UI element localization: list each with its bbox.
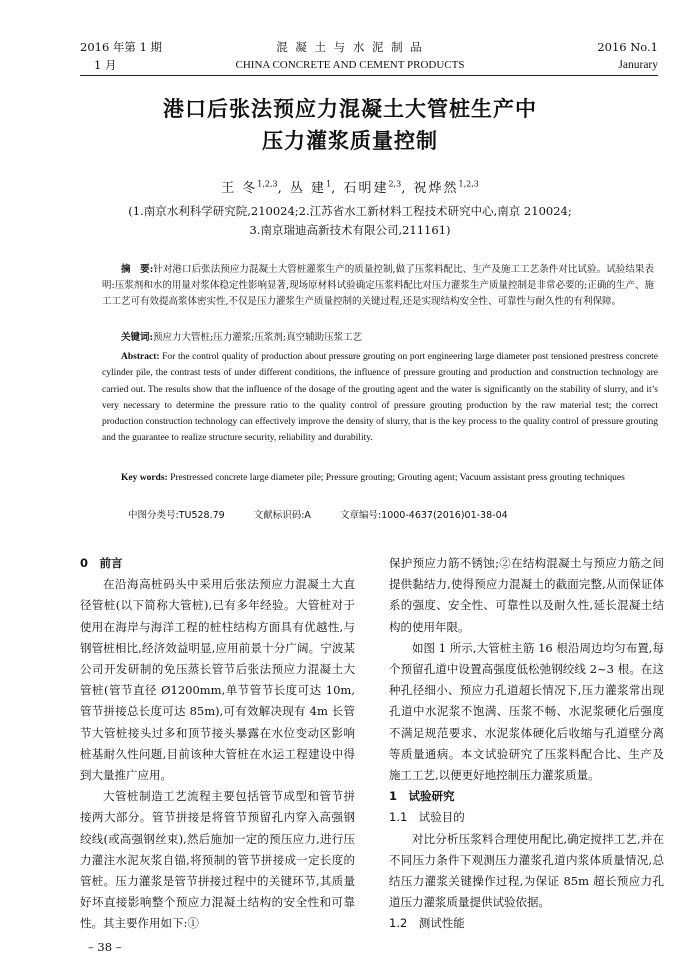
classification-line — [128, 509, 648, 523]
paragraph: 保护预应力筋不锈蚀;②在结构混凝土与预应力筋之间提供黏结力,使得预应力混凝土的截面完整,从而保证体系的强度、安全性、可靠性以及耐久性,延长混凝土结构的使用年限。 — [389, 556, 664, 634]
abstract-cn-text: 针对港口后张法预应力混凝土大管桩灌浆生产的质量控制,做了压浆料配比、生产及施工工艺条件对比试验。试验结果表明:压浆剂和水的用量对浆体稳定性影响显著,现场原材料试验确定压浆料配比对压力灌浆生产质量控制是非常必要的;正确的生产、施工工艺可有效提高浆体密实性,不仅是压力灌浆生产质量控制的关键过程,还是实现结构安全性、可靠性与耐久性的有利保障。 — [102, 264, 654, 308]
abstract-en-text: For the control quality of production about pressure grouting on port engineering large diameter post tensioned prestress concrete cylinder pile, the contrast tests of under different conditions, the influence of pressure grouting and production and construction technology are carried out. The results show that the influence of the dosage of the grouting agent and the water is significantly on the stability of slurry, and it’s very necessary to determine the pressure ratio to the quality control of pressure grouting production by the raw material test; the correct production construction technology can effectively improve the density of slurry, that is the key process to the quality control of pressure grouting and the guarantee to realize structure security, reliability and durability. — [102, 352, 659, 444]
header-issue-year: 2016 年第 1 期 — [80, 40, 163, 54]
keywords-cn-label: 关键词: — [121, 332, 154, 343]
abstract-cn-label: 摘 要: — [121, 264, 154, 275]
body-right-column — [389, 553, 664, 935]
journal-name-en: CHINA CONCRETE AND CEMENT PRODUCTS — [235, 59, 465, 71]
affiliation-line1: (1.南京水利科学研究院,210024;2.江苏省水工新材料工程技术研究中心,南京 210024; — [128, 204, 572, 218]
section-1-1-title: 1.1 试验目的 — [389, 810, 465, 825]
author-affil: 1,2,3 — [257, 179, 278, 189]
author-sep: , — [277, 181, 284, 196]
author-sep: , — [401, 181, 408, 196]
header-month-en: Janurary — [618, 59, 658, 71]
article-number: 文章编号:1000-4637(2016)01-38-04 — [339, 510, 508, 521]
paragraph: 在沿海高桩码头中采用后张法预应力混凝土大直径管桩(以下简称大管桩),已有多年经验。大管桩对于使用在海岸与海洋工程的桩柱结构方面具有优越性,与钢管桩相比,经济效益明显,应用前景十分广阔。宁波某公司开发研制的免压蒸长管节后张法预应力混凝土大管桩(管节直径 Ø1200mm,单节管节长度可达 10m,管节拼接总长度可达 85m),可有效解决现有 4m 长管节大管桩接头过多和顶节接头暴露在水位变动区影响桩基耐久性问题,目前该种大管桩在水运工程建设中得到大量推广应用。 — [80, 577, 355, 783]
journal-name-cn: 混 凝 土 与 水 泥 制 品 — [276, 40, 424, 54]
abstract-cn — [102, 262, 654, 311]
author-affil: 1,2,3 — [458, 179, 479, 189]
affiliation-line2: 3.南京瑞迪高新技术有限公司,211161) — [249, 223, 451, 237]
author-list — [0, 177, 700, 196]
author-affil: 2,3 — [388, 179, 402, 189]
body-left-column — [80, 553, 355, 935]
header-rule — [80, 75, 658, 76]
paper-title-line2: 压力灌浆质量控制 — [262, 129, 438, 153]
header-issue-month: 1 月 — [94, 58, 117, 72]
section-1-title: 1 试验研究 — [389, 789, 455, 804]
author-name: 丛 建 — [289, 181, 327, 196]
author-name: 王 冬 — [221, 181, 258, 196]
paper-title-line1: 港口后张法预应力混凝土大管桩生产中 — [163, 97, 537, 121]
paragraph: 对比分析压浆料合理使用配比,确定搅拌工艺,并在不同压力条件下观测压力灌浆孔道内浆体质量情况,总结压力灌浆关键操作过程,为保证 85m 超长预应力孔道压力灌浆质量提供试验依据。 — [389, 831, 664, 910]
keywords-en-label: Key words: — [121, 473, 168, 483]
header-no: 2016 No.1 — [597, 40, 658, 54]
document-code: 文献标识码:A — [253, 510, 311, 521]
clc-number: 中图分类号:TU528.79 — [128, 510, 225, 521]
author-affil: 1 — [326, 179, 332, 189]
paragraph: 大管桩制造工艺流程主要包括管节成型和管节拼接两大部分。管节拼接是将管节预留孔内穿入高强钢绞线(或高强钢丝束),然后施加一定的预压应力,进行压力灌注水泥灰浆自锚,将预制的管节拼接成一定长度的管桩。压力灌浆是管节拼接过程中的关键环节,其质量好坏直接影响整个预应力混凝土结构的安全性和可靠性。其主要作用如下:① — [80, 789, 355, 931]
keywords-en-text: Prestressed concrete large diameter pile; Pressure grouting; Grouting agent; Vacuum assistant press grouting techniques — [170, 473, 625, 483]
keywords-cn-text: 预应力大管桩;压力灌浆;压浆剂;真空辅助压浆工艺 — [153, 332, 363, 343]
author-name: 石明建 — [343, 181, 389, 196]
section-0-title: 0 前言 — [80, 556, 123, 570]
page-number: – 38 – — [88, 940, 122, 954]
keywords-cn — [102, 330, 654, 346]
section-1-2-title: 1.2 测试性能 — [389, 916, 465, 931]
author-name: 祝烨然 — [413, 181, 459, 196]
keywords-en — [102, 470, 658, 486]
paragraph: 如图 1 所示,大管桩主筋 16 根沿周边均匀布置,每个预留孔道中设置高强度低松弛钢绞线 2~3 根。在这种孔径细小、预应力孔道超长情况下,压力灌浆常出现孔道中水泥浆不饱满、压浆不畅、水泥浆硬化后强度不满足规范要求、水泥浆体硬化后收缩与孔道壁分离等质量通病。本文试验研究了压浆料配合比、生产及施工工艺,以便更好地控制压力灌浆质量。 — [389, 640, 664, 783]
abstract-en — [102, 349, 658, 447]
abstract-en-label: Abstract: — [121, 352, 160, 362]
author-sep: , — [331, 181, 338, 196]
